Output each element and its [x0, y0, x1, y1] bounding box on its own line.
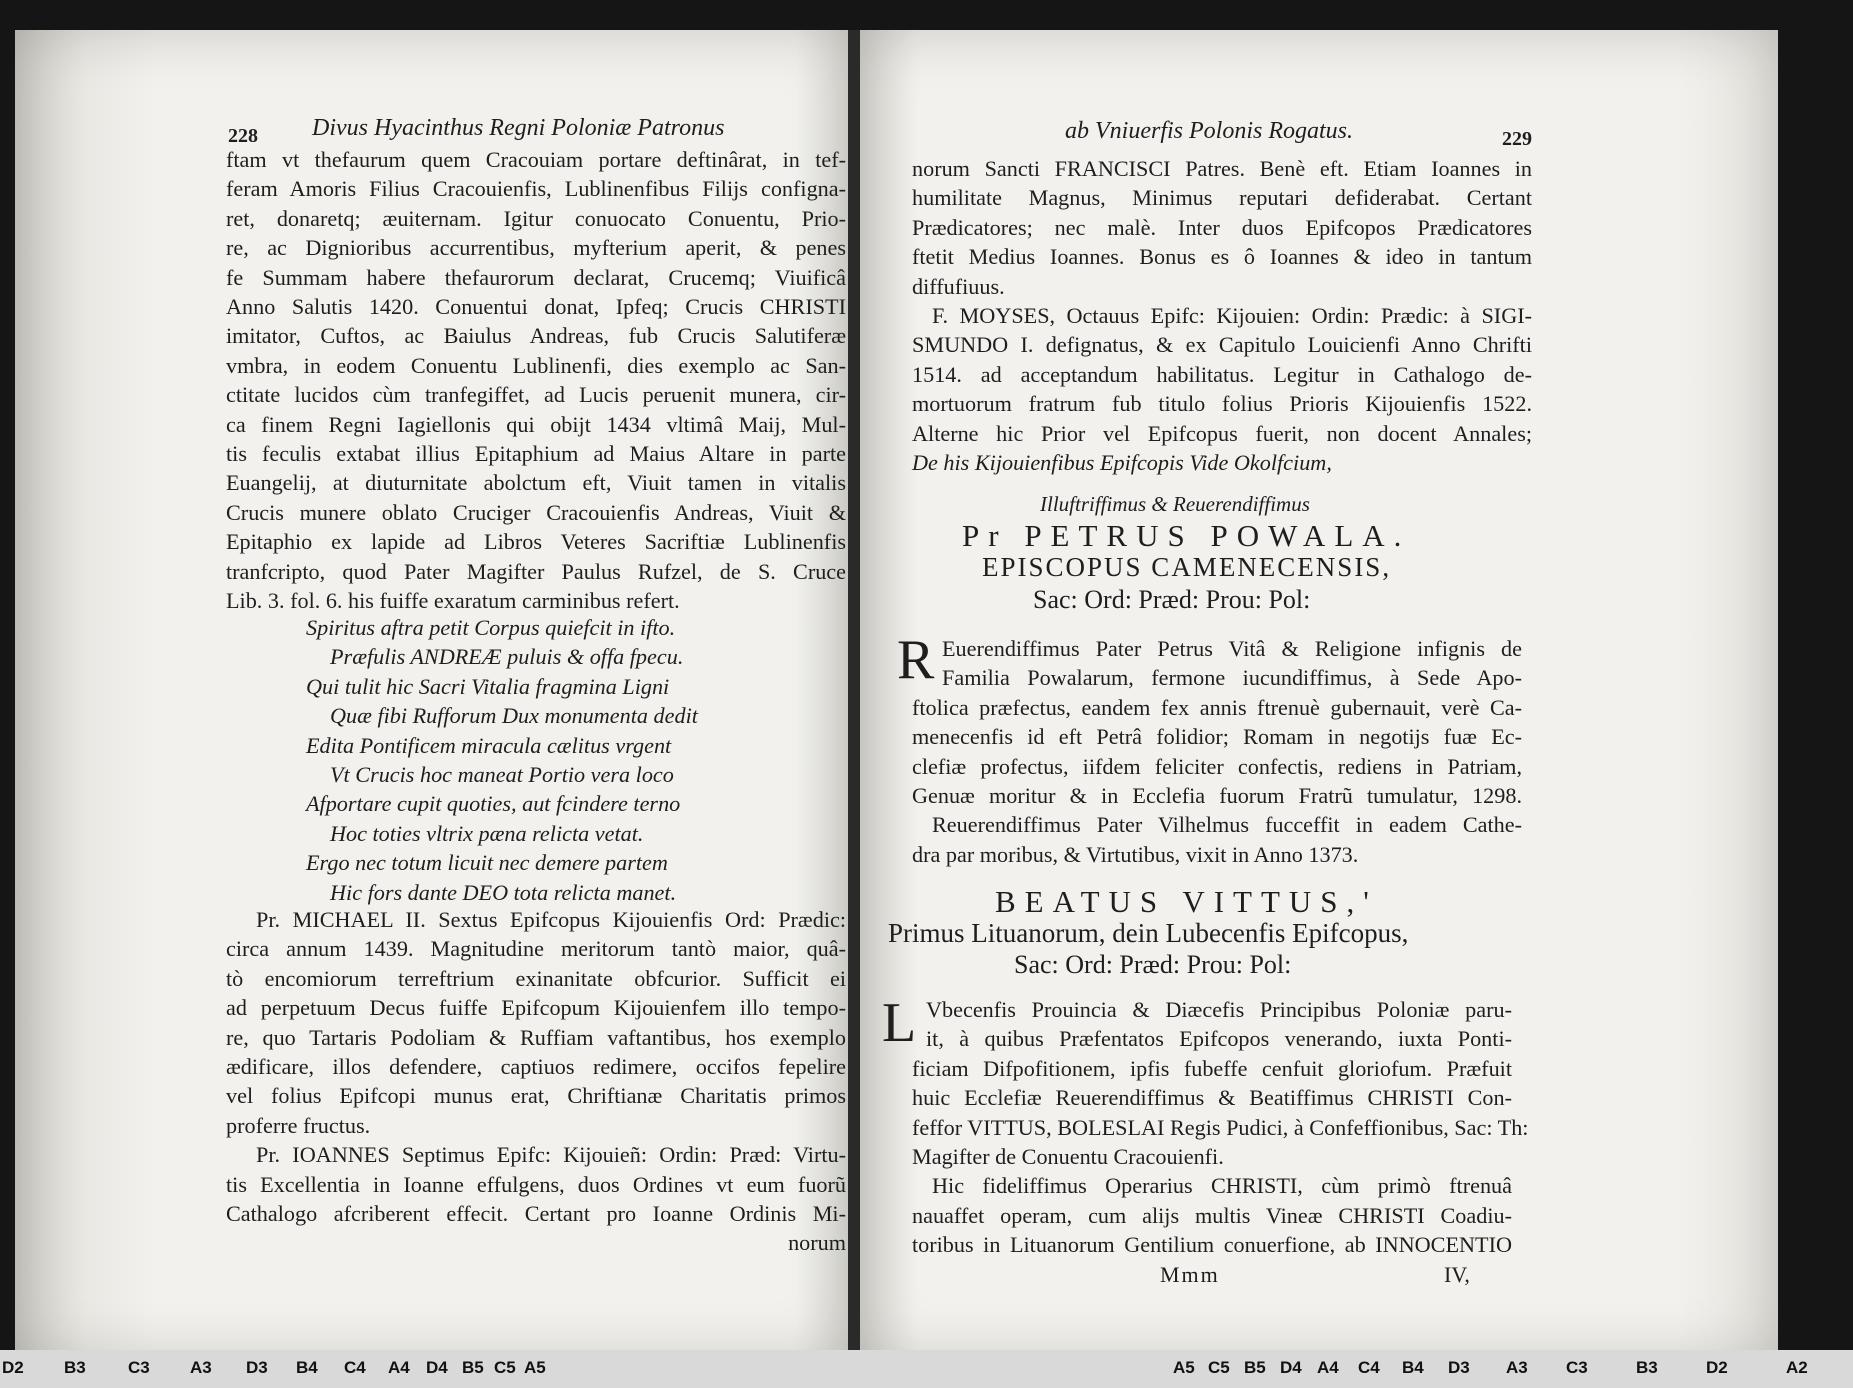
left-lower-text	[226, 905, 846, 1258]
strip-label: C5	[1208, 1358, 1230, 1377]
verse-line: Præfulis ANDREÆ puluis & offa fpecu.	[330, 644, 684, 670]
text-line: tis feculis extabat illius Epitaphium ad Maius Altare in parte	[226, 441, 846, 467]
text-line: humilitate Magnus, Minimus reputari defiderabat. Certant	[912, 185, 1532, 211]
text-line: Genuæ moritur & in Ecclefia fuorum Fratrũ tumulatur, 1298.	[912, 783, 1522, 809]
strip-label: A5	[524, 1358, 546, 1377]
text-line: 1514. ad acceptandum habilitatus. Legitur in Cathalogo de-	[912, 361, 1532, 387]
text-line: Reuerendiffimus Pater Vilhelmus fucceffit in eadem Cathe-	[932, 812, 1522, 838]
verse-line: Qui tulit hic Sacri Vitalia fragmina Ligni	[306, 673, 670, 699]
strip-label: D3	[1448, 1358, 1470, 1377]
epitaph-verses	[210, 613, 770, 907]
strip-label: C4	[344, 1358, 366, 1377]
bottom-label-strip	[0, 1350, 1853, 1388]
verse-line: Spiritus aftra petit Corpus quiefcit in ifto.	[306, 615, 676, 640]
text-line: norum Sancti FRANCISCI Patres. Benè eft. Etiam Ioannes in	[912, 156, 1532, 181]
vittus-paragraph	[912, 995, 1529, 1260]
heading-episcopus-camenecensis: EPISCOPUS CAMENECENSIS,	[982, 552, 1392, 582]
text-line: dra par moribus, & Virtutibus, vixit in Anno 1373.	[912, 841, 1359, 867]
heading-order: Sac: Ord: Præd: Prou: Pol:	[1033, 585, 1311, 614]
text-line: Crucis munere oblato Cruciger Cracouienfis Andreas, Viuit &	[226, 499, 846, 525]
strip-label: B5	[1244, 1358, 1266, 1377]
right-running-head: ab Vniuerfis Polonis Rogatus.	[1065, 118, 1353, 144]
strip-label: B5	[462, 1358, 484, 1377]
strip-label: C3	[128, 1358, 150, 1377]
left-page-number: 228	[228, 125, 258, 147]
strip-label: A4	[1317, 1358, 1339, 1377]
text-line: toribus in Lituanorum Gentilium conuerfione, ab INNOCENTIO	[912, 1232, 1512, 1258]
strip-label: B4	[296, 1358, 318, 1377]
strip-label: B3	[64, 1358, 86, 1377]
strip-label: C3	[1566, 1358, 1588, 1377]
text-line: clefiæ profectus, iifdem feliciter confectis, rediens in Patriam,	[912, 753, 1522, 779]
strip-label: A5	[1173, 1358, 1195, 1377]
heading-honorific: Illuftriffimus & Reuerendiffimus	[1040, 492, 1310, 516]
verse-line: Hic fors dante DEO tota relicta manet.	[330, 879, 677, 905]
strip-label: D3	[246, 1358, 268, 1377]
text-line: tò encomiorum terreftrium exinanitate obfcurior. Sufficit ei	[226, 965, 846, 991]
signature-mark: Mmm	[1160, 1262, 1220, 1287]
text-line: huic Ecclefiæ Reuerendiffimus & Beatiffimus CHRISTI Con-	[912, 1085, 1512, 1111]
strip-label: A2	[1786, 1358, 1808, 1377]
verse-line: Afportare cupit quoties, aut fcindere terno	[306, 791, 681, 817]
heading-beatus-vittus: BEATUS VITTUS,'	[995, 884, 1378, 919]
heading-petrus-powala: Pr PETRUS POWALA.	[962, 518, 1411, 553]
powala-paragraph	[912, 634, 1522, 869]
text-line: Familia Powalarum, fermone iucundiffimus, à Sede Apo-	[942, 665, 1522, 691]
strip-label: A3	[190, 1358, 212, 1377]
text-line: mortuorum fratrum fub titulo folius Prioris Kijouienfis 1522.	[912, 391, 1532, 417]
text-line: Euerendiffimus Pater Petrus Vitâ & Religione infignis de	[942, 636, 1522, 661]
strip-label: D4	[426, 1358, 448, 1377]
text-line: tranfcripto, quod Pater Magifter Paulus Rufzel, de S. Cruce	[226, 558, 846, 584]
text-line: De his Kijouienfibus Epifcopis Vide Okolfcium,	[912, 450, 1332, 476]
text-line: ad perpetuum Decus fuiffe Epifcopum Kijouienfem illo tempo-	[226, 995, 846, 1021]
text-line: ædificare, illos defendere, captiuos redimere, occifos fepelire	[226, 1054, 846, 1080]
verse-line: Quæ fibi Rufforum Dux monumenta dedit	[330, 703, 698, 729]
right-main-text	[912, 154, 1532, 477]
strip-label: C4	[1358, 1358, 1380, 1377]
text-line: SMUNDO I. defignatus, & ex Capitulo Louicienfi Anno Chrifti	[912, 332, 1532, 358]
text-line: nauaffet operam, cum alijs multis Vineæ CHRISTI Coadiu-	[912, 1202, 1512, 1228]
text-line: re, ac Dignioribus accurrentibus, myfterium aperit, & penes	[226, 235, 846, 261]
right-catchword: IV,	[1444, 1262, 1470, 1287]
text-line: ftolica præfectus, eandem fex annis ftrenuè gubernauit, verè Ca-	[912, 694, 1522, 720]
text-line: Hic fideliffimus Operarius CHRISTI, cùm primò ftrenuâ	[932, 1173, 1512, 1199]
text-line: circa annum 1439. Magnitudine meritorum tantò maior, quâ-	[226, 936, 846, 962]
text-line: Euangelij, at diuturnitate abolctum eft, Viuit tamen in vitalis	[226, 470, 846, 496]
verse-line: Vt Crucis hoc maneat Portio vera loco	[330, 762, 674, 788]
strip-label: C5	[494, 1358, 516, 1377]
text-line: Pr. MICHAEL II. Sextus Epifcopus Kijouienfis Ord: Prædic:	[256, 907, 846, 932]
book-gutter	[848, 30, 860, 1375]
drop-cap-l: L	[882, 992, 917, 1054]
text-line: Vbecenfis Prouincia & Diæcefis Principibus Poloniæ paru-	[926, 997, 1512, 1022]
text-line: feram Amoris Filius Cracouienfis, Lublinenfibus Filijs configna-	[226, 176, 846, 202]
text-line: vel folius Epifcopi munus erat, Chriftianæ Charitatis primos	[226, 1083, 846, 1109]
drop-cap-r: R	[897, 629, 935, 691]
heading-order-2: Sac: Ord: Præd: Prou: Pol:	[1014, 950, 1292, 979]
catchword: norum	[788, 1230, 846, 1256]
heading-primus-lituanorum: Primus Lituanorum, dein Lubecenfis Epifcopus,	[888, 918, 1409, 948]
text-line: Epitaphio ex lapide ad Libros Veteres Sacriftiæ Lublinenfis	[226, 529, 846, 555]
text-line: Lib. 3. fol. 6. his fuiffe exaratum carminibus refert.	[226, 588, 680, 614]
text-line: ficiam Difpofitionem, ipfis fubeffe cenfuit gloriofum. Præfuit	[912, 1055, 1512, 1081]
text-line: re, quo Tartaris Podoliam & Ruffiam vaftantibus, hos exemplo	[226, 1024, 846, 1050]
strip-label: D2	[1706, 1358, 1728, 1377]
text-line: Pr. IOANNES Septimus Epifc: Kijouieñ: Ordin: Præd: Virtu-	[256, 1142, 846, 1168]
text-line: Magifter de Conuentu Cracouienfi.	[912, 1144, 1224, 1170]
strip-label: A4	[388, 1358, 410, 1377]
strip-label: D2	[2, 1358, 24, 1377]
text-line: F. MOYSES, Octauus Epifc: Kijouien: Ordin: Prædic: à SIGI-	[932, 303, 1532, 329]
text-line: ftetit Medius Ioannes. Bonus es ô Ioannes & ideo in tantum	[912, 244, 1532, 270]
right-page-number: 229	[1502, 128, 1532, 150]
verse-line: Ergo nec totum licuit nec demere partem	[306, 850, 668, 876]
text-line: imitator, Cuftos, ac Baiulus Andreas, fub Crucis Salutiferæ	[226, 323, 846, 349]
text-line: fe Summam habere thefaurorum declarat, Crucemq; Viuificâ	[226, 264, 846, 290]
text-line: Anno Salutis 1420. Conuentui donat, Ipfeq; Crucis CHRISTI	[226, 294, 846, 320]
text-line: Prædicatores; nec malè. Inter duos Epifcopos Prædicatores	[912, 214, 1532, 240]
text-line: Alterne hic Prior vel Epifcopus fuerit, non docent Annales;	[912, 420, 1532, 446]
strip-label: B3	[1636, 1358, 1658, 1377]
text-line: ca finem Regni Iagiellonis qui obijt 1434 vltimâ Maij, Mul-	[226, 411, 846, 437]
text-line: proferre fructus.	[226, 1112, 371, 1138]
text-line: diffufiuus.	[912, 273, 1005, 299]
text-line: ctitate lucidos cùm tranfegiffet, ad Lucis peruenit munera, cir-	[226, 382, 846, 408]
text-line: ret, donaretq; æuiternam. Igitur conuocato Conuentu, Prio-	[226, 205, 846, 231]
verse-line: Hoc toties vltrix pæna relicta vetat.	[330, 820, 644, 846]
text-line: feffor VITTUS, BOLESLAI Regis Pudici, à Confeffionibus, Sac: Th:	[912, 1114, 1529, 1140]
left-running-head: Divus Hyacinthus Regni Poloniæ Patronus	[312, 115, 725, 141]
text-line: it, à quibus Præfentatos Epifcopos venerando, iuxta Ponti-	[926, 1026, 1512, 1052]
text-line: tis Excellentia in Ioanne effulgens, duos Ordines vt eum fuorũ	[226, 1171, 846, 1197]
text-line: Cathalogo afcriberent effecit. Certant pro Ioanne Ordinis Mi-	[226, 1201, 846, 1227]
left-main-text	[226, 145, 846, 616]
text-line: ftam vt thefaurum quem Cracouiam portare deftinârat, in tef-	[226, 147, 846, 172]
strip-label: A3	[1506, 1358, 1528, 1377]
text-line: menecenfis id eft Petrâ folidior; Romam in negotijs fuæ Ec-	[912, 724, 1522, 750]
verse-line: Edita Pontificem miracula cælitus vrgent	[306, 732, 672, 758]
strip-label: B4	[1402, 1358, 1424, 1377]
strip-label: D4	[1280, 1358, 1302, 1377]
text-line: vmbra, in eodem Conuentu Lublinenfi, dies exemplo ac San-	[226, 352, 846, 378]
